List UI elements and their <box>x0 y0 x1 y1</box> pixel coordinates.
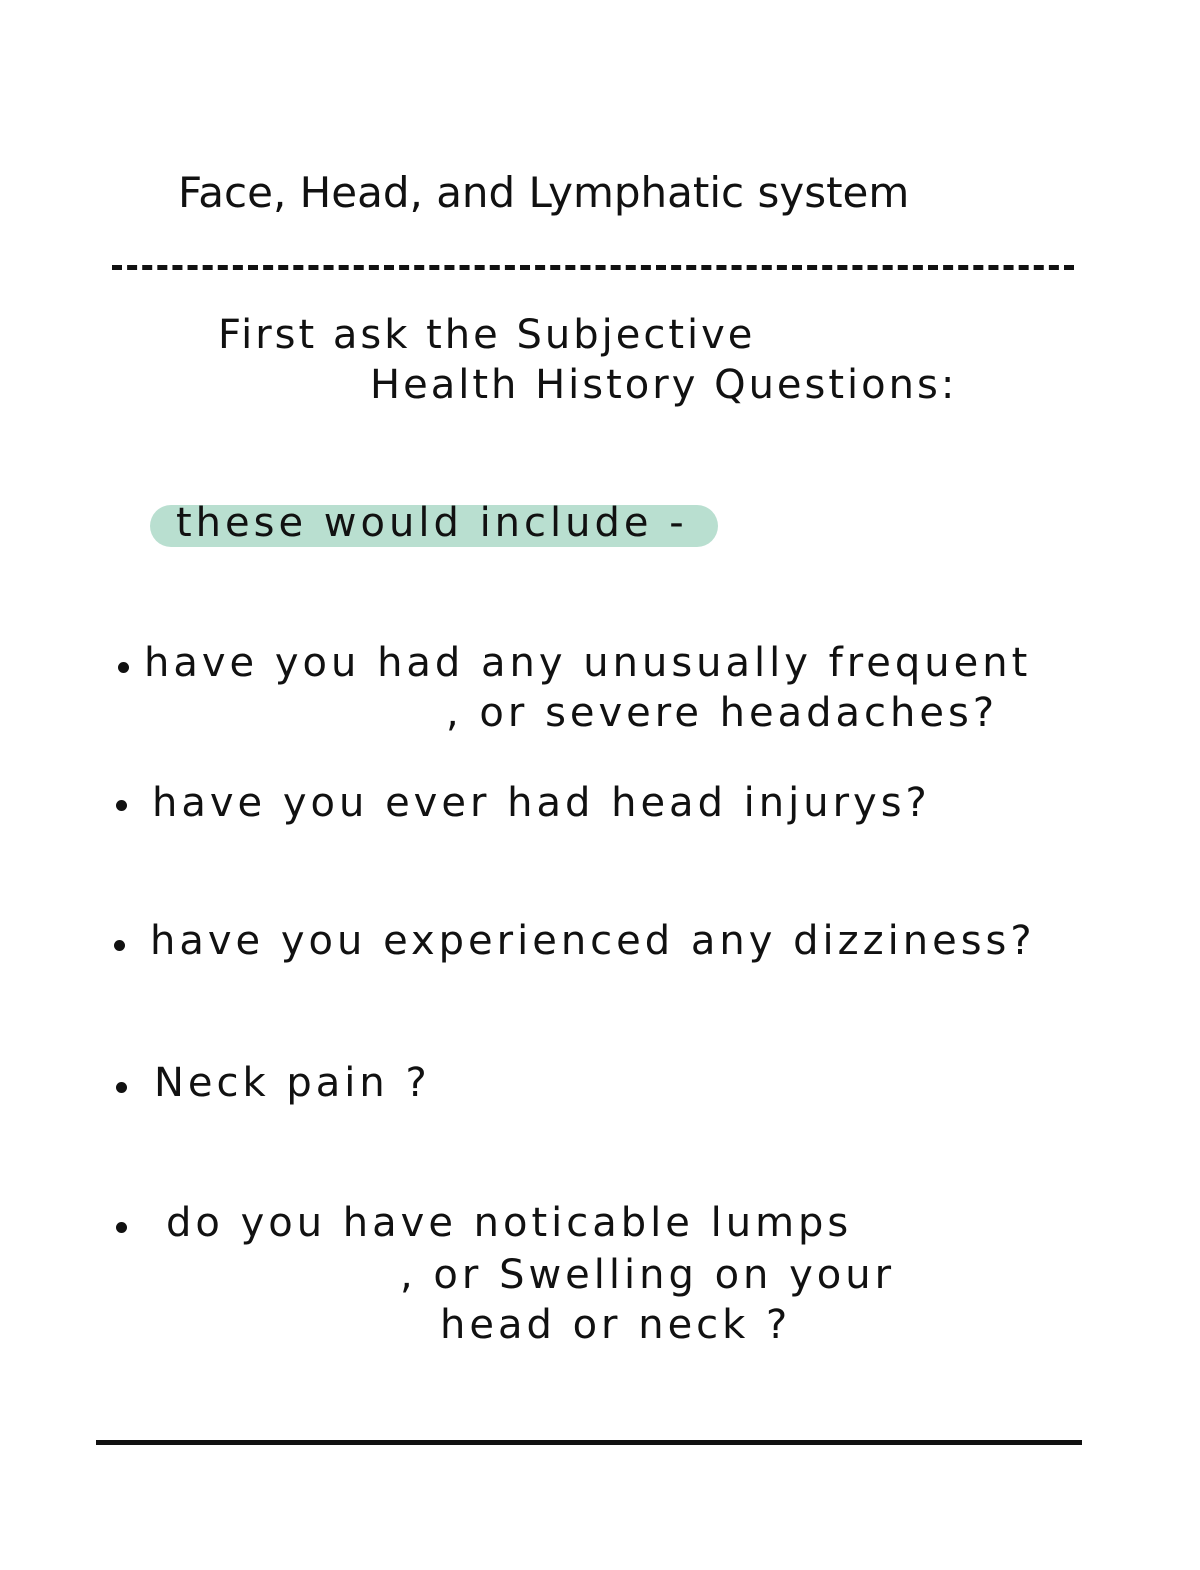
question-5-line-1: do you have noticable lumps <box>166 1200 853 1246</box>
question-1-line-1: have you had any unusually frequent <box>144 640 1032 686</box>
bullet-point <box>114 940 125 951</box>
bullet-point <box>116 800 127 811</box>
bullet-point <box>116 1222 127 1233</box>
page-title: Face, Head, and Lymphatic system <box>178 168 910 217</box>
intro-text-line-2: Health History Questions: <box>370 362 958 408</box>
highlighted-callout: these would include - <box>176 500 688 546</box>
dashed-divider <box>112 265 1074 270</box>
intro-text-line-1: First ask the Subjective <box>218 312 756 358</box>
question-3-line-1: have you experienced any dizziness? <box>150 918 1036 964</box>
question-1-line-2: , or severe headaches? <box>446 690 999 736</box>
bottom-rule <box>96 1440 1082 1445</box>
bullet-point <box>116 1082 127 1093</box>
question-5-line-3: head or neck ? <box>440 1302 792 1348</box>
question-5-line-2: , or Swelling on your <box>400 1252 896 1298</box>
bullet-point <box>118 662 129 673</box>
question-4-line-1: Neck pain ? <box>154 1060 431 1106</box>
question-2-line-1: have you ever had head injurys? <box>152 780 931 826</box>
